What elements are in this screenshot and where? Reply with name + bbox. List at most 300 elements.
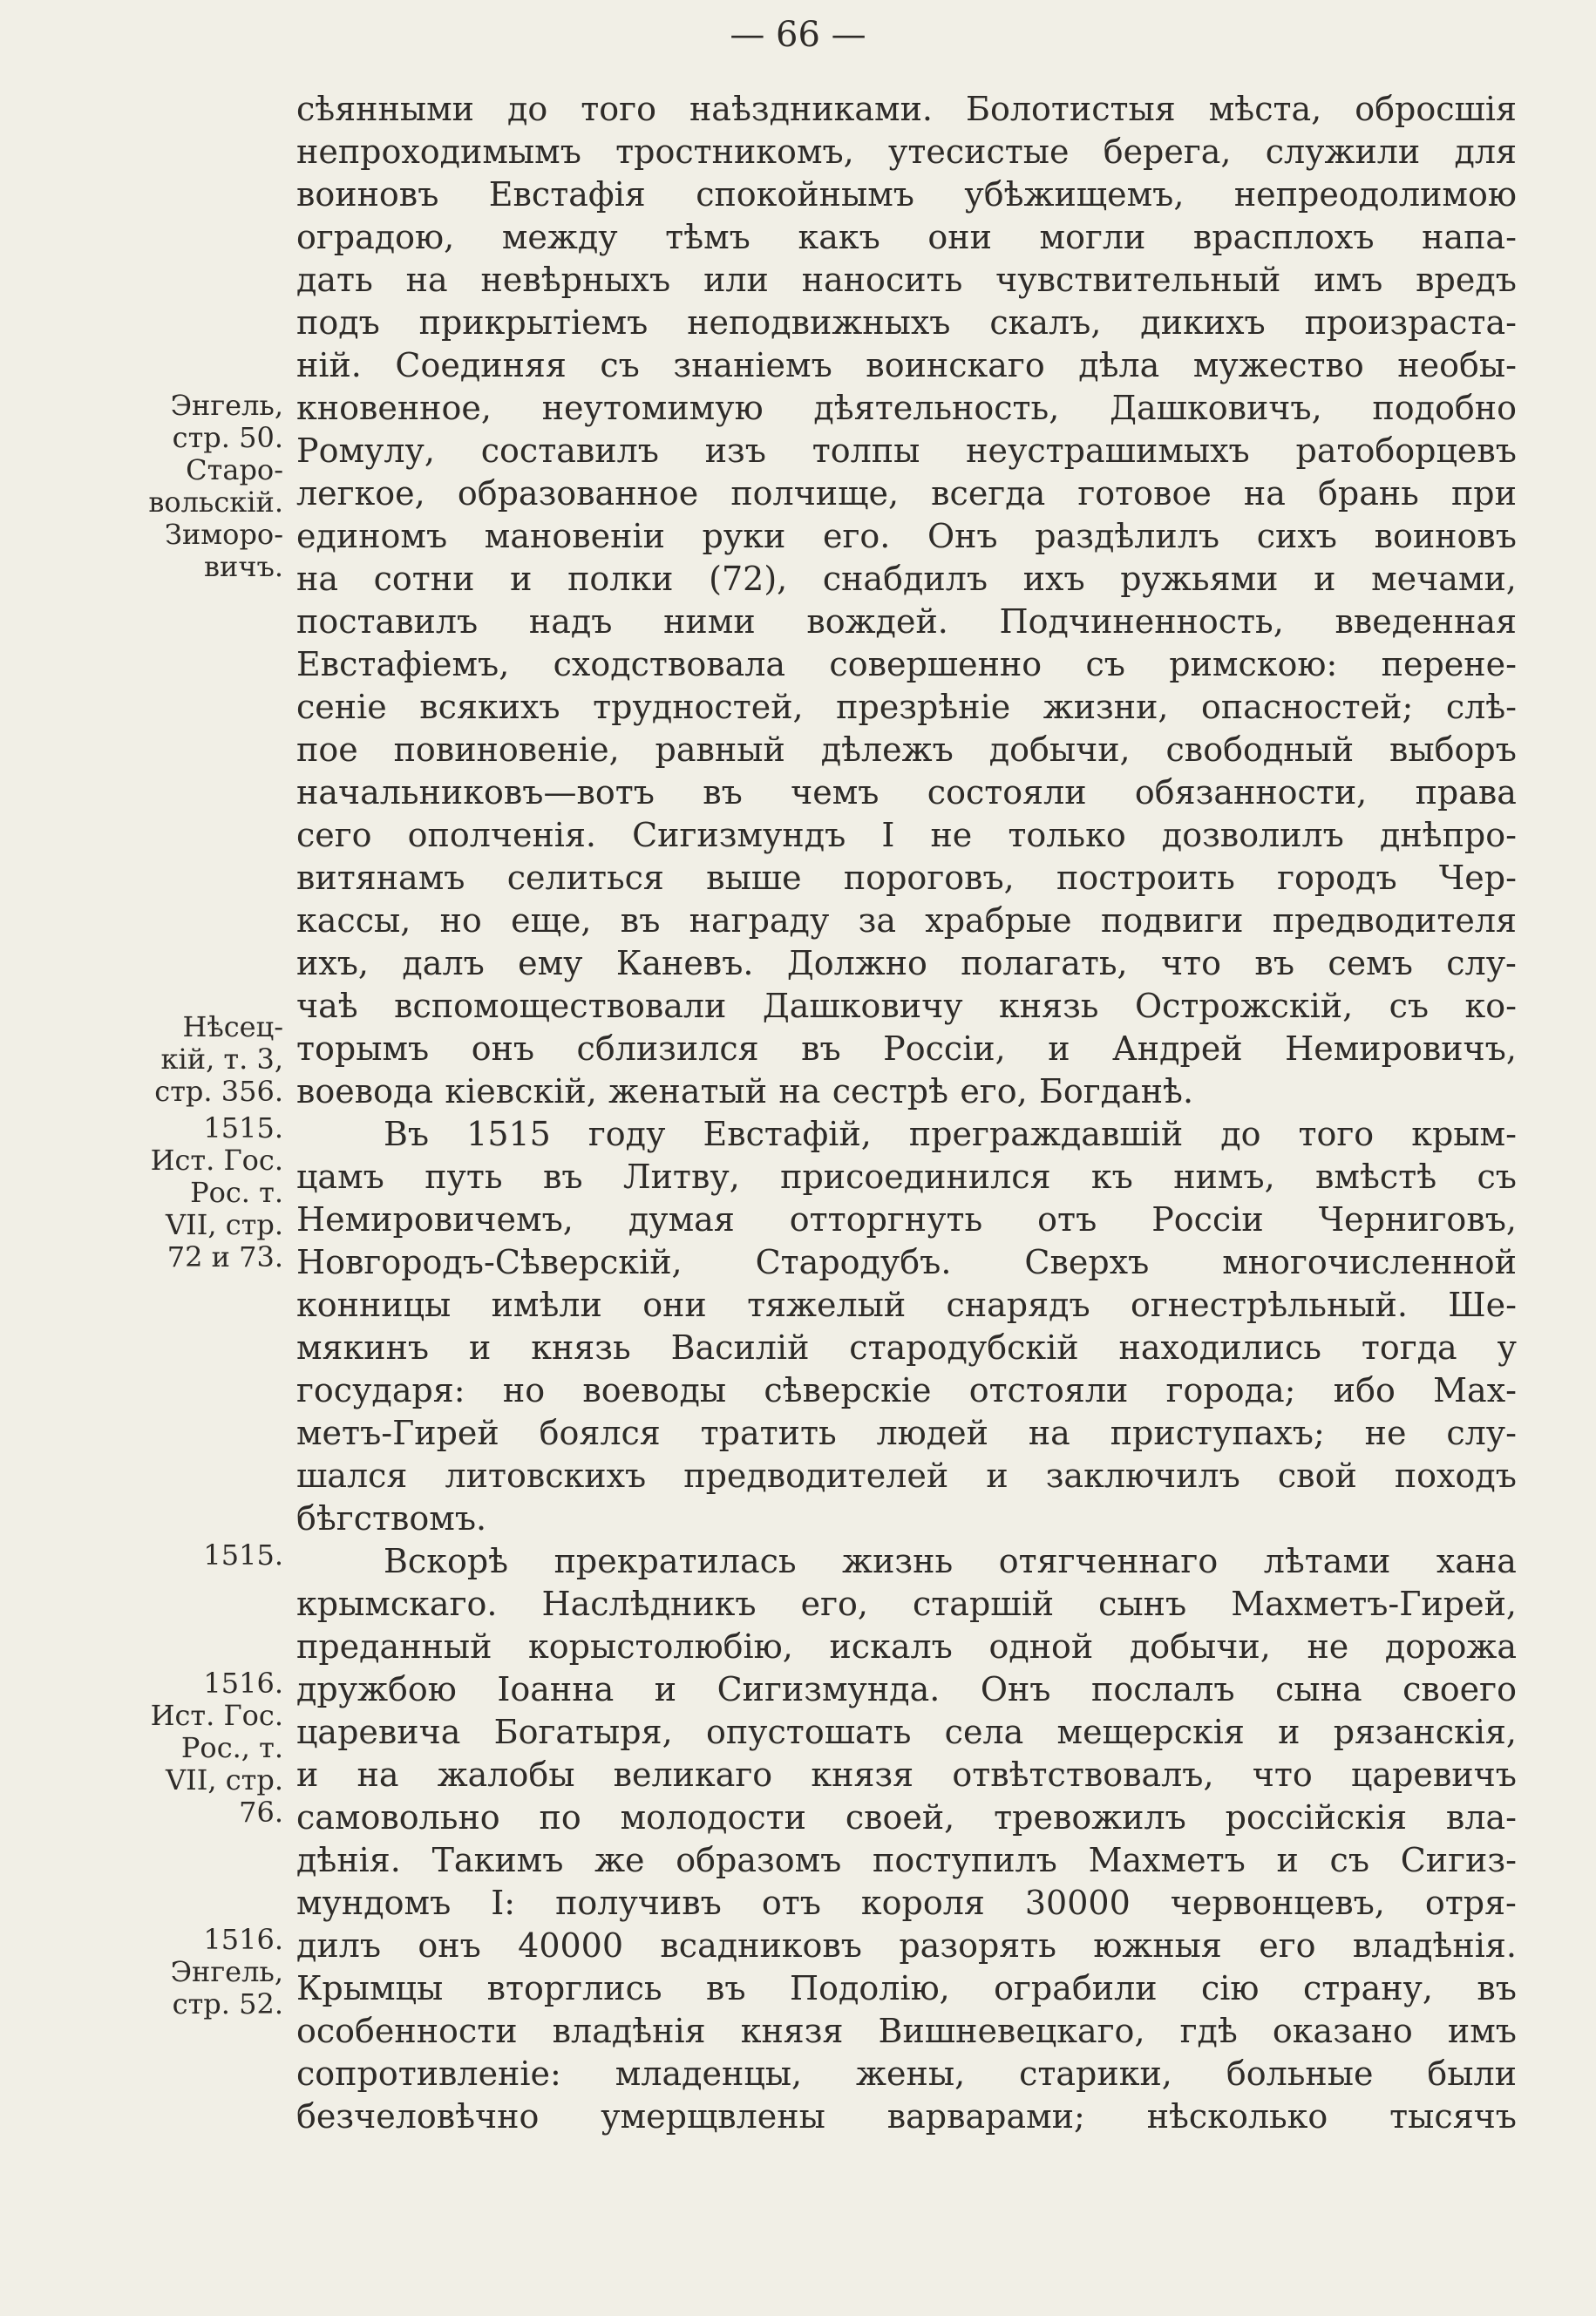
word: бѣгствомъ. xyxy=(296,1499,487,1538)
word: кіевскій, xyxy=(445,1072,597,1110)
text-line xyxy=(296,1582,1517,1626)
word: I: xyxy=(491,1884,516,1922)
word: непроходимымъ xyxy=(296,132,581,171)
word: сестрѣ xyxy=(832,1072,949,1110)
word: полчище, xyxy=(730,474,900,513)
word: на xyxy=(357,1756,399,1794)
word: и xyxy=(1276,1841,1299,1879)
word: своего xyxy=(1402,1670,1517,1708)
word: Ромулу, xyxy=(296,431,435,470)
word: Стародубъ. xyxy=(755,1243,952,1281)
word: пое xyxy=(296,730,358,769)
word: онъ xyxy=(471,1029,535,1068)
margin-note: Рос., т. xyxy=(180,1731,283,1764)
word: поступилъ xyxy=(873,1841,1057,1879)
text-line xyxy=(296,258,1517,302)
word: Сверхъ xyxy=(1024,1243,1150,1281)
word: старики, xyxy=(1019,2055,1172,2093)
text-line xyxy=(296,899,1517,942)
word: кновенное, xyxy=(296,389,492,427)
word: тростникомъ, xyxy=(615,132,854,171)
word: всякихъ xyxy=(419,688,560,726)
text-line xyxy=(296,2052,1517,2095)
word: равный xyxy=(655,730,785,769)
word: добычи, xyxy=(988,730,1131,769)
word: на xyxy=(1243,474,1286,513)
word: сотни xyxy=(373,560,475,598)
word: предводителя xyxy=(1272,901,1517,940)
word: съ xyxy=(600,346,640,384)
word: отстояли xyxy=(968,1371,1129,1409)
word: старшій xyxy=(913,1585,1055,1623)
text-line xyxy=(296,1027,1517,1070)
text-line xyxy=(296,1198,1517,1241)
word: отягченнаго xyxy=(998,1542,1219,1580)
word: ихъ, xyxy=(296,944,370,982)
text-line xyxy=(296,728,1517,771)
word: Наслѣдникъ xyxy=(541,1585,757,1623)
word: отря- xyxy=(1424,1884,1517,1922)
word: подвиги xyxy=(1100,901,1244,940)
word: жалобы xyxy=(437,1756,575,1794)
word: лѣтами xyxy=(1263,1542,1391,1580)
word: съ xyxy=(1389,987,1430,1025)
word: имъ xyxy=(1314,261,1383,299)
margin-note: Рос. т. xyxy=(190,1176,283,1209)
word: ратоборцевъ xyxy=(1295,431,1517,470)
word: ему xyxy=(518,944,583,982)
word: и xyxy=(986,1457,1009,1495)
word: ними xyxy=(663,602,756,641)
word: отъ xyxy=(761,1884,821,1922)
margin-note: 1515. xyxy=(203,1111,283,1144)
word: Россіи, xyxy=(883,1029,1006,1068)
word: еще, xyxy=(511,901,592,940)
word: неподвижныхъ xyxy=(687,303,951,342)
text-line xyxy=(296,173,1517,216)
word: перене- xyxy=(1381,645,1517,683)
word: въ xyxy=(801,1029,841,1068)
word: Чер- xyxy=(1438,859,1517,897)
word: нимъ, xyxy=(1173,1158,1275,1196)
word: и xyxy=(1048,1029,1070,1068)
word: руки xyxy=(702,517,786,555)
word: Острожскій, xyxy=(1134,987,1354,1025)
word: они xyxy=(927,218,992,256)
word: неустрашимыхъ xyxy=(966,431,1250,470)
word: неутомимую xyxy=(541,389,764,427)
word: Евстафій, xyxy=(703,1115,872,1153)
word: одной xyxy=(988,1627,1094,1666)
word: нѣсколько xyxy=(1146,2097,1328,2136)
text-line xyxy=(296,1667,1517,1711)
word: умерщвлены xyxy=(601,2097,825,2136)
word: сопротивленіе: xyxy=(296,2055,561,2093)
word: Евстафіемъ, xyxy=(296,645,510,683)
text-line xyxy=(296,984,1517,1028)
word: составилъ xyxy=(480,431,659,470)
text-line xyxy=(296,642,1517,686)
word: утесистые xyxy=(887,132,1070,171)
margin-note: 1516. xyxy=(203,1667,283,1700)
margin-note: Старо- xyxy=(186,453,283,486)
word: дать xyxy=(296,261,373,299)
word: Такимъ xyxy=(431,1841,564,1879)
word: же xyxy=(594,1841,645,1879)
word: съ xyxy=(1085,645,1125,683)
word: напа- xyxy=(1422,218,1517,256)
text-line xyxy=(296,557,1517,601)
word: году xyxy=(587,1115,666,1153)
word: воиновъ xyxy=(1374,517,1517,555)
word: мещерскія xyxy=(1056,1713,1245,1751)
word: наѣздниками. xyxy=(689,90,934,128)
word: Немировичемъ, xyxy=(296,1200,574,1239)
word: цамъ xyxy=(296,1158,384,1196)
word: не xyxy=(1307,1627,1349,1666)
word: необы- xyxy=(1397,346,1517,384)
word: пороговъ, xyxy=(843,859,1015,897)
word: вторглись xyxy=(486,1969,662,2007)
word: снарядъ xyxy=(946,1286,1090,1324)
word: семъ xyxy=(1328,944,1413,982)
word: 30000 xyxy=(1024,1884,1131,1922)
word: его, xyxy=(960,1072,1028,1110)
margin-note: Ист. Гос. xyxy=(150,1144,283,1177)
page-number: — 66 — xyxy=(730,15,866,55)
text-line xyxy=(296,1454,1517,1498)
word: Вишневецкаго, xyxy=(878,2012,1145,2050)
word: безчеловѣчно xyxy=(296,2097,540,2136)
word: толпы xyxy=(812,431,920,470)
margin-note: вольскій. xyxy=(148,486,283,519)
word: между xyxy=(501,218,618,256)
word: полагать, xyxy=(961,944,1128,982)
word: младенцы, xyxy=(615,2055,803,2093)
word: чувствительный xyxy=(995,261,1281,299)
word: страну, xyxy=(1302,1969,1433,2007)
word: воинскаго xyxy=(866,346,1045,384)
word: какъ xyxy=(798,218,880,256)
margin-note: VII, стр. xyxy=(165,1763,283,1796)
word: въ xyxy=(1477,1969,1517,2007)
word: они xyxy=(642,1286,707,1324)
margin-note: 76. xyxy=(239,1796,283,1829)
word: имъ xyxy=(1447,2012,1517,2050)
word: его, xyxy=(800,1585,868,1623)
word: Сигизмундъ xyxy=(632,816,846,854)
word: ихъ xyxy=(1022,560,1085,598)
word: убѣжищемъ, xyxy=(964,175,1185,214)
margin-note: 1516. xyxy=(203,1923,283,1956)
word: I xyxy=(881,816,895,854)
word: Іоанна xyxy=(497,1670,615,1708)
word: дѣла xyxy=(1078,346,1160,384)
word: городъ xyxy=(1277,859,1397,897)
text-line xyxy=(296,1539,1517,1583)
word: и xyxy=(469,1328,492,1367)
word: предводителей xyxy=(683,1457,949,1495)
margin-note: Ист. Гос. xyxy=(150,1699,283,1732)
word: трудностей, xyxy=(593,688,804,726)
word: отвѣтствовалъ, xyxy=(952,1756,1214,1794)
word: Мах- xyxy=(1433,1371,1517,1409)
word: Болотистыя xyxy=(966,90,1176,128)
text-line xyxy=(296,429,1517,472)
word: въ xyxy=(542,1158,583,1196)
margin-note: Энгель, xyxy=(170,389,283,422)
word: могли xyxy=(1039,218,1146,256)
text-line xyxy=(296,1070,1517,1113)
word: тѣмъ xyxy=(665,218,750,256)
word: и xyxy=(296,1756,319,1794)
word: или xyxy=(703,261,769,299)
word: дикихъ xyxy=(1140,303,1266,342)
text-line xyxy=(296,856,1517,900)
word: мундомъ xyxy=(296,1884,452,1922)
word: состояли xyxy=(927,773,1087,812)
word: выборъ xyxy=(1389,730,1517,769)
word: до xyxy=(506,90,548,128)
word: дѣлежъ xyxy=(820,730,954,769)
word: и xyxy=(1314,560,1336,598)
word: не xyxy=(930,816,973,854)
word: селиться xyxy=(506,859,664,897)
word: вспомоществовали xyxy=(394,987,727,1025)
word: находились xyxy=(1118,1328,1321,1367)
text-line xyxy=(296,941,1517,985)
text-line xyxy=(296,1796,1517,1839)
text-line xyxy=(296,813,1517,857)
word: повиновеніе, xyxy=(393,730,620,769)
word: Онъ xyxy=(927,517,998,555)
word: въ xyxy=(620,901,661,940)
word: 1515 xyxy=(466,1115,551,1153)
margin-note: 72 и 73. xyxy=(166,1240,283,1273)
text-line xyxy=(296,1326,1517,1369)
word: боялся xyxy=(539,1414,661,1452)
word: сего xyxy=(296,816,372,854)
word: Вскорѣ xyxy=(384,1542,509,1580)
word: вредъ xyxy=(1416,261,1517,299)
text-line xyxy=(296,1497,1517,1540)
text-line xyxy=(296,2009,1517,2053)
text-line xyxy=(296,1924,1517,1967)
word: вождей. xyxy=(806,602,948,641)
word: крымскаго. xyxy=(296,1585,498,1623)
word: ограбили xyxy=(994,1969,1158,2007)
word: сихъ xyxy=(1256,517,1337,555)
word: онъ xyxy=(418,1926,481,1965)
word: брань xyxy=(1318,474,1419,513)
word: дозволилъ xyxy=(1161,816,1344,854)
margin-note: VII, стр. xyxy=(165,1208,283,1241)
word: сынъ xyxy=(1098,1585,1187,1623)
word: опустошать xyxy=(705,1713,912,1751)
word: конницы xyxy=(296,1286,452,1324)
word: далъ xyxy=(402,944,485,982)
word: легкое, xyxy=(296,474,425,513)
word: князь xyxy=(999,987,1099,1025)
text-line xyxy=(296,472,1517,515)
word: чемъ xyxy=(791,773,879,812)
word: раздѣлилъ xyxy=(1035,517,1220,555)
text-line xyxy=(296,1411,1517,1455)
text-line xyxy=(296,1838,1517,1882)
word: дружбою xyxy=(296,1670,457,1708)
word: и xyxy=(1278,1713,1301,1751)
word: Махметъ-Гирей, xyxy=(1231,1585,1517,1623)
word: тратить xyxy=(700,1414,837,1452)
word: вмѣстѣ xyxy=(1315,1158,1437,1196)
word: всегда xyxy=(931,474,1046,513)
word: думая xyxy=(628,1200,735,1239)
word: сѣверскіе xyxy=(764,1371,932,1409)
word: оказано xyxy=(1272,2012,1413,2050)
word: воеводы xyxy=(582,1371,727,1409)
word: что xyxy=(1161,944,1222,982)
margin-note: стр. 50. xyxy=(172,421,283,454)
word: слу- xyxy=(1446,944,1517,982)
text-line xyxy=(296,1966,1517,2010)
word: образомъ xyxy=(676,1841,842,1879)
word: тревожилъ xyxy=(994,1798,1186,1837)
margin-note: 1515. xyxy=(203,1538,283,1572)
word: Дашковичу xyxy=(762,987,963,1025)
word: сѣянными xyxy=(296,90,474,128)
word: кассы, xyxy=(296,901,411,940)
text-line xyxy=(296,301,1517,344)
word: путь xyxy=(424,1158,503,1196)
word: Черниговъ, xyxy=(1318,1200,1517,1239)
word: за xyxy=(858,901,896,940)
word: тяжелый xyxy=(747,1286,907,1324)
word: были xyxy=(1427,2055,1517,2093)
word: образованное xyxy=(457,474,699,513)
margin-note: Нѣсец- xyxy=(182,1010,283,1043)
word: введенная xyxy=(1335,602,1517,641)
word: князя xyxy=(740,2012,844,2050)
text-line xyxy=(296,514,1517,558)
text-line xyxy=(296,1881,1517,1925)
word: въ xyxy=(703,773,743,812)
word: сына xyxy=(1275,1670,1362,1708)
word: днѣпро- xyxy=(1379,816,1517,854)
word: того xyxy=(581,90,656,128)
word: сію xyxy=(1201,1969,1260,2007)
word: людей xyxy=(876,1414,988,1452)
word: на xyxy=(1028,1414,1070,1452)
word: жизни, xyxy=(1042,688,1169,726)
word: не xyxy=(1364,1414,1407,1452)
word: Богатыря, xyxy=(493,1713,673,1751)
word: при xyxy=(1450,474,1517,513)
word: великаго xyxy=(613,1756,773,1794)
word: владѣнія. xyxy=(1352,1926,1517,1965)
text-line xyxy=(296,1753,1517,1796)
word: заключилъ xyxy=(1045,1457,1240,1495)
word: знаніемъ xyxy=(673,346,832,384)
word: въ xyxy=(706,1969,746,2007)
text-line xyxy=(296,1283,1517,1327)
word: построить xyxy=(1056,859,1235,897)
word: снабдилъ xyxy=(822,560,988,598)
text-line xyxy=(296,386,1517,430)
word: многочисленной xyxy=(1222,1243,1517,1281)
word: скалъ, xyxy=(989,303,1102,342)
word: отторгнуть xyxy=(789,1200,983,1239)
word: приступахъ; xyxy=(1110,1414,1325,1452)
text-line xyxy=(296,1710,1517,1754)
word: Дашковичъ, xyxy=(1110,389,1322,427)
word: мужество xyxy=(1192,346,1364,384)
word: послалъ xyxy=(1091,1670,1235,1708)
word: свободный xyxy=(1165,730,1355,769)
word: литовскихъ xyxy=(445,1457,647,1495)
margin-note: Зиморо- xyxy=(165,518,283,551)
word: 40000 xyxy=(518,1926,624,1965)
word: для xyxy=(1454,132,1517,171)
word: воевода xyxy=(296,1072,434,1110)
text-line xyxy=(296,1240,1517,1284)
word: мечами, xyxy=(1371,560,1517,598)
word: присоединился xyxy=(780,1158,1051,1196)
word: ко- xyxy=(1464,987,1517,1025)
word: сходствовала xyxy=(553,645,786,683)
word: непреодолимою xyxy=(1233,175,1517,214)
word: тогда xyxy=(1361,1328,1457,1367)
word: надъ xyxy=(528,602,613,641)
word: на xyxy=(296,560,338,598)
word: оградою, xyxy=(296,218,455,256)
word: добычи, xyxy=(1129,1627,1271,1666)
word: отъ xyxy=(1037,1200,1097,1239)
word: особенности xyxy=(296,2012,518,2050)
word: сеніе xyxy=(296,688,387,726)
word: что xyxy=(1252,1756,1313,1794)
word: разорять xyxy=(899,1926,1056,1965)
word: (72), xyxy=(709,560,788,598)
word: преданный xyxy=(296,1627,492,1666)
margin-note: вичъ. xyxy=(203,550,283,583)
word: римскою: xyxy=(1169,645,1338,683)
word: Соединяя xyxy=(395,346,567,384)
word: Должно xyxy=(786,944,927,982)
word: Крымцы xyxy=(296,1969,444,2007)
word: совершенно xyxy=(829,645,1042,683)
word: до xyxy=(1220,1115,1261,1153)
word: чаѣ xyxy=(296,987,358,1025)
word: Василій xyxy=(670,1328,810,1367)
word: мякинъ xyxy=(296,1328,430,1367)
word: къ xyxy=(1090,1158,1133,1196)
word: Подчиненность, xyxy=(999,602,1284,641)
word: корыстолюбію, xyxy=(528,1627,793,1666)
word: по xyxy=(539,1798,581,1837)
word: Андрей xyxy=(1111,1029,1243,1068)
word: въ xyxy=(1254,944,1294,982)
word: полки xyxy=(567,560,674,598)
word: съ xyxy=(1477,1158,1517,1196)
text-line xyxy=(296,130,1517,173)
word: хана xyxy=(1436,1542,1517,1580)
word: и xyxy=(654,1670,677,1708)
word: храбрые xyxy=(925,901,1072,940)
word: дорожа xyxy=(1384,1627,1517,1666)
word: короля xyxy=(860,1884,985,1922)
text-line xyxy=(296,1625,1517,1668)
word: огнестрѣльный. xyxy=(1130,1286,1408,1324)
